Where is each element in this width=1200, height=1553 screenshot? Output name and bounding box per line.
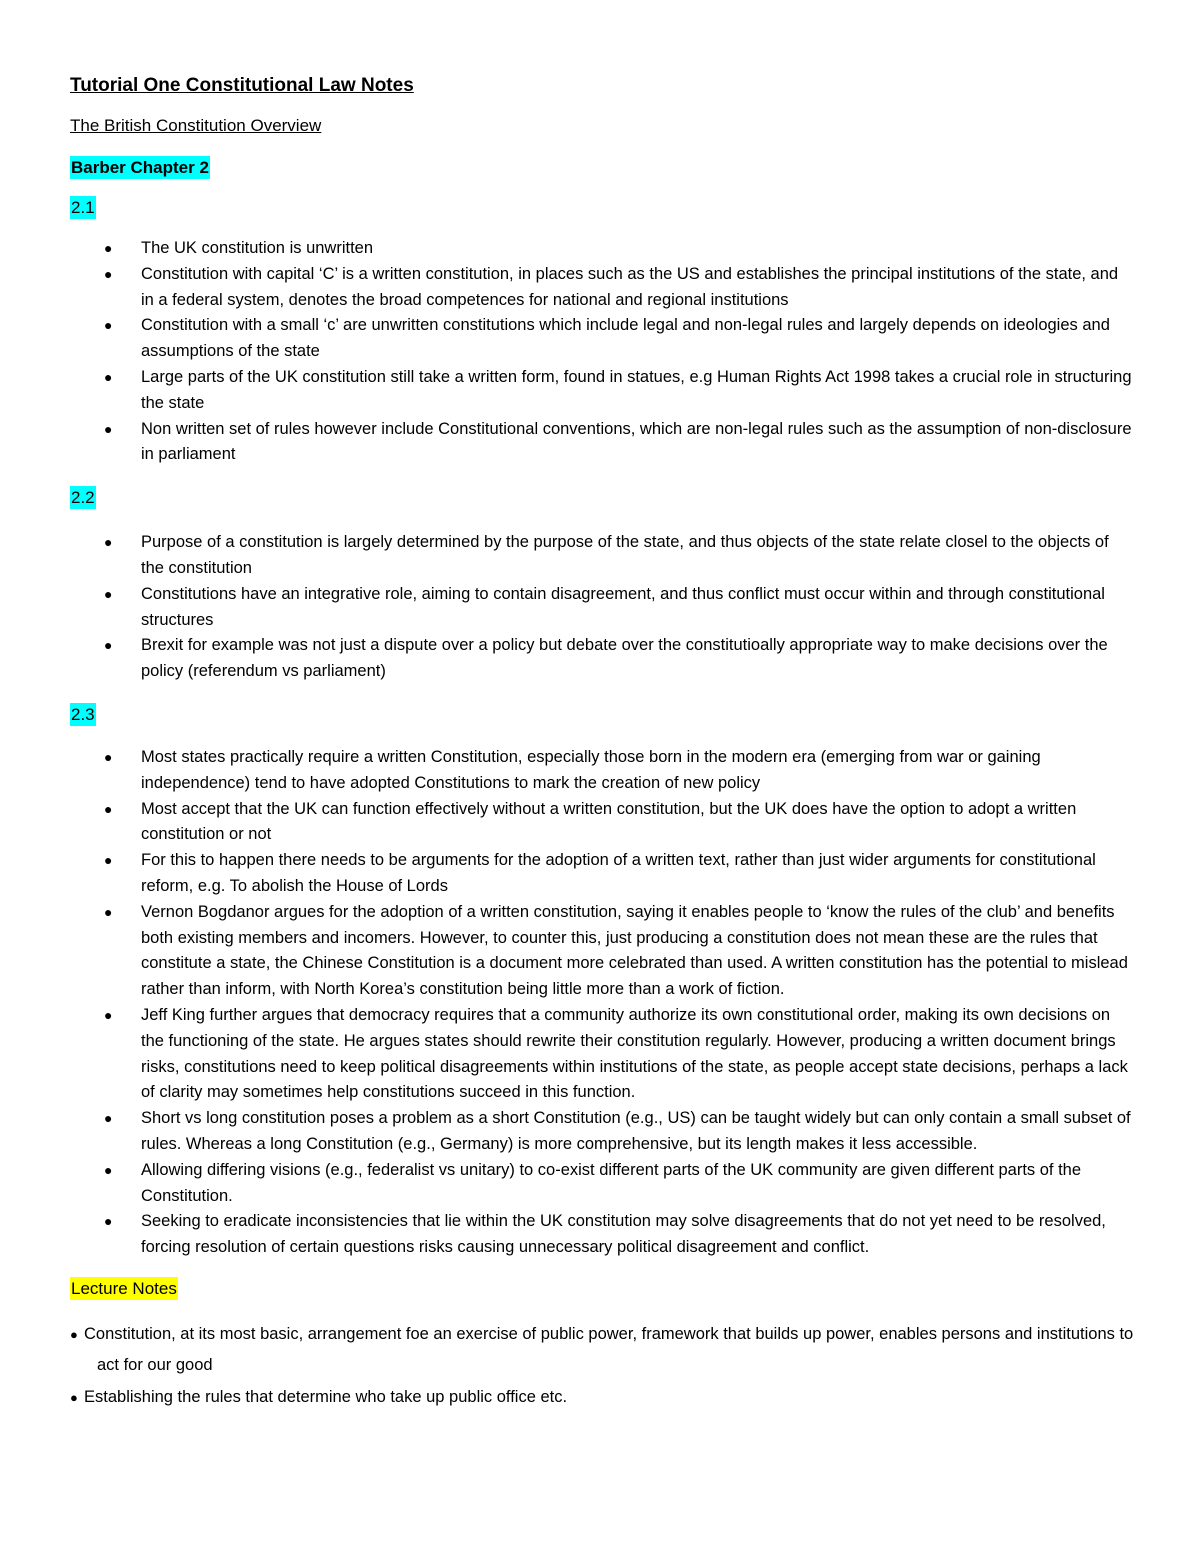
section-heading [70,703,1134,729]
list-item-text: The UK constitution is unwritten [141,239,374,257]
list-item-text: Seeking to eradicate inconsistencies that lie within the UK constitution may solve disagreements that do not yet need to be resolved, forcing resolution of certain questions risks causing unnecessary political disagreement and conflict. [141,1212,1106,1257]
lecture-bullet-list [70,1319,1134,1413]
list-item-text: For this to happen there needs to be arguments for the adoption of a written text, rather than just wider arguments for constitutional reform, e.g. To abolish the House of Lords [141,851,1096,895]
list-item [70,313,1134,365]
list-item [70,1003,1134,1106]
section-2-3 [70,703,1134,1261]
section-2-1 [70,196,1134,468]
bullet-list [70,236,1134,468]
list-item [70,900,1134,1003]
bullet-icon: ● [104,534,113,551]
list-item [70,582,1134,634]
bullet-icon: ● [104,1161,113,1178]
bullet-list [70,530,1134,685]
list-item [70,848,1134,900]
bullet-icon: ● [104,368,113,385]
list-item-text: Short vs long constitution poses a problem as a short Constitution (e.g., US) can be taught widely but can only contain a small subset of rules. Whereas a long Constitution (e.g., Germany) is more comprehensive, but its length makes it less accessible. [141,1109,1131,1153]
list-item [70,1158,1134,1210]
bullet-icon: ● [104,800,113,817]
list-item [70,633,1134,685]
bullet-icon: ● [104,1213,113,1230]
section-2-2 [70,486,1134,685]
list-item [70,236,1134,262]
list-item [70,745,1134,797]
document-page [70,70,1134,1415]
list-item-text: Establishing the rules that determine who take up public office etc. [84,1387,568,1406]
chapter-heading-label: Barber Chapter 2 [71,158,209,177]
lecture-notes-section [70,1277,1134,1413]
bullet-icon: ● [104,585,113,602]
list-item-text: Constitution with capital ‘C’ is a written constitution, in places such as the US and establishes the principal institutions of the state, and in a federal system, denotes the broad competences for national and regional institutions [141,264,1119,309]
lecture-notes-heading: Lecture Notes [71,1278,177,1298]
list-item [70,797,1134,849]
list-item-text: Most states practically require a written Constitution, especially those born in the modern era (emerging from war or gaining independence) tend to have adopted Constitutions to mark the creation of new policy [141,747,1041,792]
bullet-icon: ● [104,852,113,869]
list-item [70,262,1134,314]
bullet-icon: ● [104,637,113,654]
bullet-icon: ● [104,317,113,334]
bullet-icon: ● [104,748,113,765]
list-item-text: Most accept that the UK can function effectively without a written constitution, but the UK does have the option to adopt a written constitution or not [141,799,1077,844]
list-item-text: Constitutions have an integrative role, aiming to contain disagreement, and thus conflict must occur within and through constitutional structures [141,584,1105,629]
section-heading-label: 2.1 [71,198,95,217]
bullet-icon: ● [104,240,113,256]
list-item-text: Vernon Bogdanor argues for the adoption of a written constitution, saying it enables people to ‘know the rules of the club’ and benefits both existing members and incomers. However, to counter this, just producing a constitution does not mean these are the rules that constitute a state, the Chinese Constitution is a document more celebrated than used. A written constitution has the potential to mislead rather than inform, with North Korea’s constitution being little more than a work of fiction. [141,902,1128,999]
section-heading [70,486,1134,512]
list-item-text: Brexit for example was not just a dispute over a policy but debate over the constitutioally appropriate way to make decisions over the policy (referendum vs parliament) [141,636,1108,681]
bullet-icon: ● [70,1389,78,1405]
section-heading [70,196,1134,222]
list-item-text: Non written set of rules however include Constitutional conventions, which are non-legal rules such as the assumption of non-disclosure in parliament [141,419,1132,464]
list-item [70,1209,1134,1261]
list-item-text: Purpose of a constitution is largely determined by the purpose of the state, and thus objects of the state relate closel to the objects of the constitution [141,533,1109,577]
document-subtitle: The British Constitution Overview [70,116,322,135]
chapter-heading [70,156,1134,182]
section-heading-label: 2.3 [71,704,95,724]
bullet-icon: ● [104,903,113,920]
list-item-text: Jeff King further argues that democracy requires that a community authorize its own constitutional order, making its own decisions on the functioning of the state. He argues states should rewrite their constitution regularly. However, producing a written document brings risks, constitutions need to keep political disagreements within institutions of the state, as people accept state decisions, perhaps a lack of clarity may sometimes help constitutions succeed in this function. [141,1005,1128,1102]
list-item-text: Constitution with a small ‘c’ are unwritten constitutions which include legal and non-legal rules and largely depends on ideologies and assumptions of the state [141,316,1110,361]
bullet-icon: ● [104,1006,113,1023]
list-item [70,1382,1134,1413]
section-heading-label: 2.2 [71,488,95,508]
bullet-icon: ● [104,265,113,282]
list-item [70,1106,1134,1158]
list-item [70,417,1134,469]
list-item-text: Constitution, at its most basic, arrangement foe an exercise of public power, framework that builds up power, enables persons and institutions to act for our good [84,1324,1134,1374]
list-item-text: Allowing differing visions (e.g., federalist vs unitary) to co-exist different parts of the UK community are given different parts of the Constitution. [141,1160,1082,1205]
document-title: Tutorial One Constitutional Law Notes [70,75,414,96]
bullet-icon: ● [104,1110,113,1127]
bullet-list [70,745,1134,1261]
list-item [70,365,1134,417]
list-item-text: Large parts of the UK constitution still take a written form, found in statues, e.g Human Rights Act 1998 takes a crucial role in structuring the state [141,367,1132,412]
bullet-icon: ● [70,1326,78,1342]
section-heading [70,1277,1134,1303]
list-item [70,530,1134,582]
list-item [70,1319,1134,1380]
bullet-icon: ● [104,420,113,437]
